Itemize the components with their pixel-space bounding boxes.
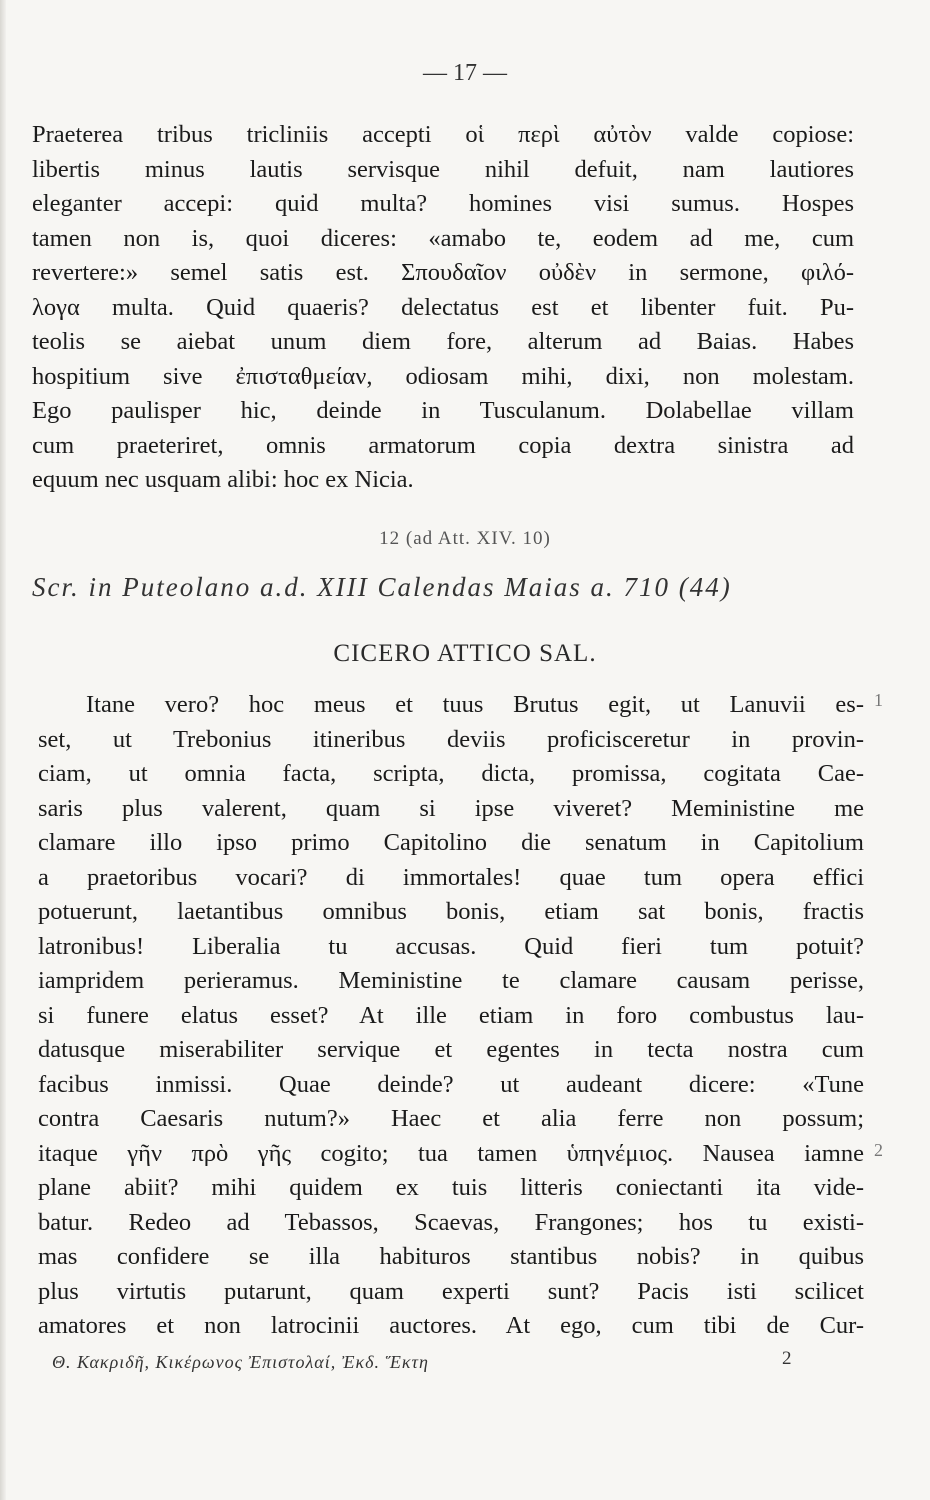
text-line: tamen non is, quoi diceres: «amabo te, eodem ad me, cum <box>32 224 854 252</box>
text-line: λογα multa. Quid quaeris? delectatus est et libenter fuit. Pu- <box>32 293 854 321</box>
text-line: datusque miserabiliter servique et egentes in tecta nostra cum <box>38 1036 864 1063</box>
section-marker: 2 <box>874 1140 883 1160</box>
letter-salutation: CICERO ATTICO SAL. <box>333 640 597 667</box>
text-line: latronibus! Liberalia tu accusas. Quid fieri tum potuit? <box>38 932 864 960</box>
page-edge <box>0 0 6 1500</box>
text-line: Ego paulisper hic, deinde in Tusculanum. Dolabellae villam <box>32 397 854 424</box>
text-line: libertis minus lautis servisque nihil defuit, nam lautiores <box>32 155 854 183</box>
text-line: saris plus valerent, quam si ipse viveret? Meministine me <box>38 794 864 822</box>
text-line: iampridem perieramus. Meministine te clamare causam perisse, <box>38 967 864 994</box>
sheet-number: 2 <box>782 1348 792 1369</box>
letter-dateline: Scr. in Puteolano a.d. XIII Calendas Maias a. 710 (44) <box>32 572 732 602</box>
text-line: facibus inmissi. Quae deinde? ut audeant dicere: «Tune <box>38 1070 864 1098</box>
text-line: set, ut Trebonius itineribus deviis proficisceretur in provin- <box>38 725 864 753</box>
text-line: clamare illo ipso primo Capitolino die senatum in Capitolium <box>38 829 864 856</box>
footer-signature: Θ. Κακριδῆ, Κικέρωνος Ἐπιστολαί, Ἐκδ. Ἕκτη <box>52 1352 429 1372</box>
text-line: equum nec usquam alibi: hoc ex Nicia. <box>32 466 414 493</box>
text-line: teolis se aiebat unum diem fore, alterum ad Baias. Habes <box>32 328 854 355</box>
text-line: Itane vero? hoc meus et tuus Brutus egit, ut Lanuvii es- <box>86 691 864 718</box>
text-line: ciam, ut omnia facta, scripta, dicta, promissa, cogitata Cae- <box>38 760 864 787</box>
text-line: eleganter accepi: quid multa? homines visi sumus. Hospes <box>32 190 854 217</box>
section-marker: 1 <box>874 690 883 710</box>
text-line: amatores et non latrocinii auctores. At ego, cum tibi de Cur- <box>38 1312 864 1339</box>
letter-number: 12 (ad Att. XIV. 10) <box>379 528 551 549</box>
text-line: revertere:» semel satis est. Σπουδαῖον οὐδὲν in sermone, φιλό- <box>32 259 854 286</box>
letter-body <box>38 688 864 1344</box>
text-line: cum praeteriret, omnis armatorum copia dextra sinistra ad <box>32 431 854 459</box>
text-line: potuerunt, laetantibus omnibus bonis, etiam sat bonis, fractis <box>38 898 864 925</box>
text-line: itaque γῆν πρὸ γῆς cogito; tua tamen ὑπηνέμιος. Nausea iamne <box>38 1139 864 1167</box>
text-line: hospitium sive ἐπισταθμείαν, odiosam mihi, dixi, non molestam. <box>32 362 854 390</box>
text-line: a praetoribus vocari? di immortales! quae tum opera effici <box>38 863 864 891</box>
text-line: plus virtutis putarunt, quam experti sunt? Pacis isti scilicet <box>38 1277 864 1305</box>
text-line: Praeterea tribus tricliniis accepti οἱ περὶ αὐτὸν valde copiose: <box>32 121 854 148</box>
text-line: contra Caesaris nutum?» Haec et alia ferre non possum; <box>38 1105 864 1132</box>
text-line: batur. Redeo ad Tebassos, Scaevas, Frangones; hos tu existi- <box>38 1208 864 1236</box>
page-number: — 17 — <box>423 60 507 86</box>
text-line: mas confidere se illa habituros stantibus nobis? in quibus <box>38 1243 864 1270</box>
paragraph-continued <box>32 118 854 498</box>
text-line: si funere elatus esset? At ille etiam in foro combustus lau- <box>38 1001 864 1029</box>
text-line: plane abiit? mihi quidem ex tuis litteris coniectanti ita vide- <box>38 1174 864 1201</box>
